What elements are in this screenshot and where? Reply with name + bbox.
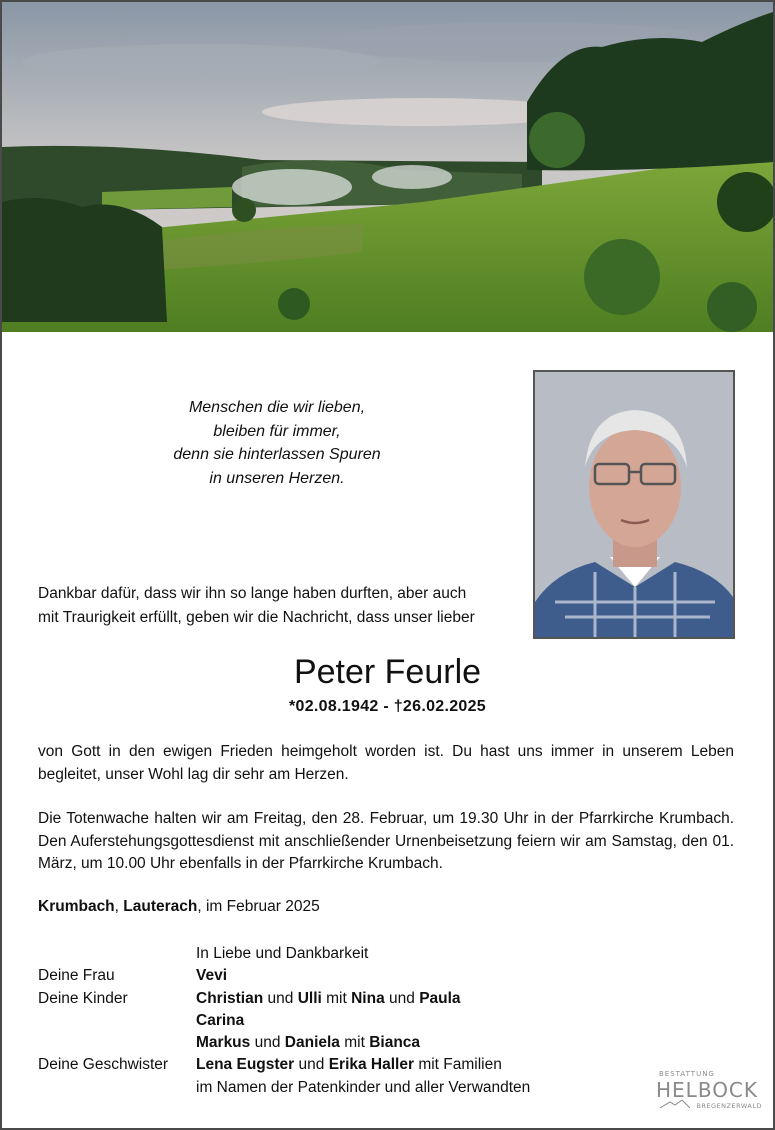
landscape-header-image [2, 2, 773, 332]
closing-text: im Namen der Patenkinder und aller Verwandten [196, 1078, 531, 1096]
life-dates: *02.08.1942 - †26.02.2025 [289, 698, 486, 715]
children-row [38, 988, 530, 1010]
mourners-intro-row [38, 943, 530, 965]
children-line-1: Christian und Ulli mit Nina und Paula [196, 989, 461, 1007]
poem-line: in unseren Herzen. [209, 469, 345, 487]
siblings-line: Lena Eugster und Erika Haller mit Familien [196, 1056, 502, 1074]
place-date-line [38, 898, 320, 916]
town-lauterach: Lauterach [123, 898, 198, 915]
portrait-photo [533, 370, 735, 639]
intro-text [38, 582, 518, 630]
paragraph-service-details: Die Totenwache halten wir am Freitag, den 28. Februar, um 19.30 Uhr in der Pfarrkirche Krumbach. Den Auferstehungsgottesdienst mit anschließender Urnenbeisetzung feiern wir am Samstag, den 01. März, um 10.00 Uhr ebenfalls in der Pfarrkirche Krumbach. [38, 810, 734, 872]
siblings-row [38, 1054, 530, 1076]
children-line-3: Markus und Daniela mit Bianca [196, 1034, 421, 1052]
wife-row [38, 965, 530, 987]
mountain-icon [660, 1100, 690, 1108]
date-text: , im Februar 2025 [197, 898, 320, 915]
logo-top-text: BESTATTUNG [659, 1070, 715, 1078]
logo-main-text: HELBOCK [656, 1078, 759, 1102]
child-carina: Carina [196, 1011, 245, 1029]
poem-line: denn sie hinterlassen Spuren [173, 446, 381, 463]
children-row-3 [38, 1032, 530, 1054]
town-krumbach: Krumbach [38, 898, 115, 915]
wife-label: Deine Frau [38, 967, 115, 985]
wife-name: Vevi [196, 967, 228, 985]
intro-line: Dankbar dafür, dass wir ihn so lange haben durften, aber auch [38, 585, 467, 602]
poem-line: bleiben für immer, [213, 422, 341, 440]
intro-line: mit Traurigkeit erfüllt, geben wir die Nachricht, dass unser lieber [38, 609, 475, 626]
poem-line: Menschen die wir lieben, [188, 399, 366, 416]
logo-bottom-text: BREGENZERWALD [696, 1102, 762, 1110]
deceased-name: Peter Feurle [293, 653, 482, 691]
funeral-home-logo [654, 1068, 766, 1112]
poem [62, 396, 492, 490]
paragraph-farewell: von Gott in den ewigen Frieden heimgeholt worden ist. Du hast uns immer in unserem Leben begleitet, unser Wohl lag dir sehr am Herzen. [38, 743, 734, 783]
separator: , [114, 898, 124, 915]
closing-row [38, 1077, 530, 1099]
mourners-list [38, 943, 530, 1099]
children-label: Deine Kinder [38, 989, 128, 1007]
children-row-2 [38, 1010, 530, 1032]
mourners-intro: In Liebe und Dankbarkeit [196, 945, 369, 962]
siblings-label: Deine Geschwister [38, 1056, 169, 1074]
